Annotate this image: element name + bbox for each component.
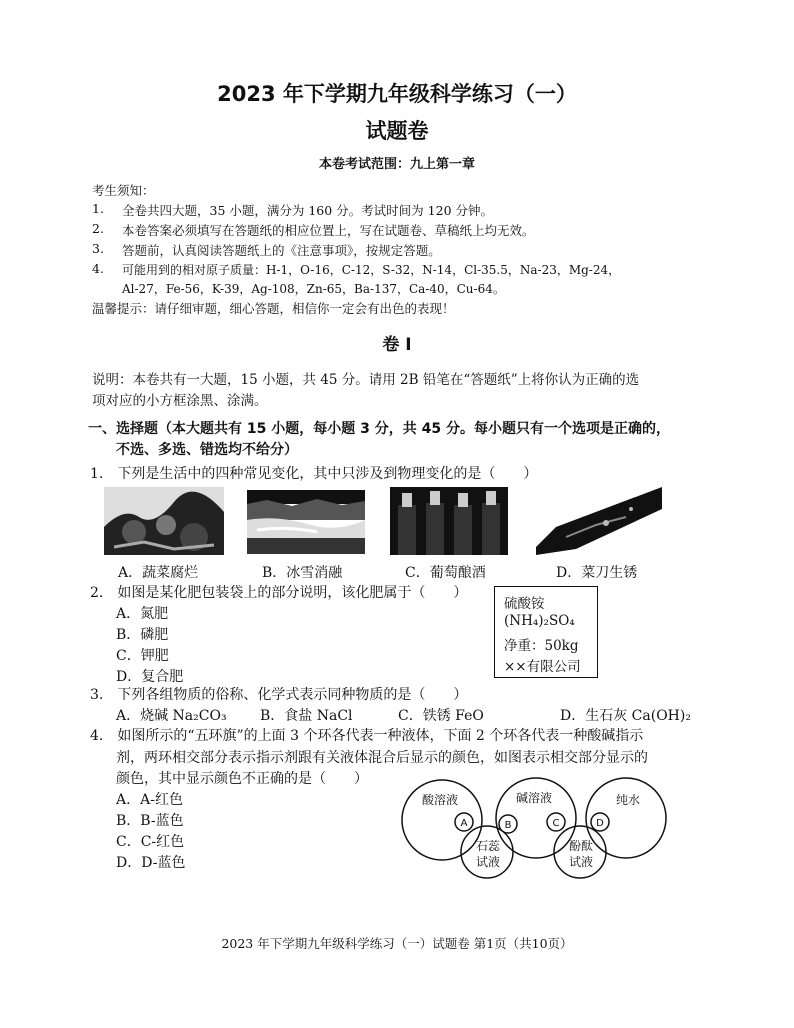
notice-heading: 考生须知： [92, 183, 155, 198]
notice-item-2-num: 2. [92, 221, 104, 236]
ring-acid [402, 780, 482, 860]
page-footer: 2023 年下学期九年级科学练习（一）试题卷 第1页（共10页） [221, 936, 573, 951]
q1-image-a [104, 487, 224, 555]
notice-item-4-num: 4. [92, 261, 104, 276]
q3-option-a: A．烧碱 Na₂CO₃ [116, 708, 227, 724]
fertilizer-weight: 净重：50kg [504, 638, 579, 654]
ring-label-water: 纯水 [616, 793, 641, 807]
vegetables-image [104, 487, 224, 555]
notice-item-4: 可能用到的相对原子质量：H-1，O-16，C-12，S-32，N-14，Cl-35.5，Na-23，Mg-24， [122, 263, 621, 277]
q2-option-a: A．氮肥 [116, 606, 169, 622]
section-heading-line1: 一、选择题（本大题共有 15 小题，每小题 3 分，共 45 分。每小题只有一个选项是正确的， [88, 421, 670, 437]
section-heading-line2: 不选、多选、错选均不给分） [116, 442, 298, 458]
q3-option-b: B．食盐 NaCl [260, 708, 353, 724]
question-4-stem-line3: 颜色，其中显示颜色不正确的是（ ） [116, 771, 368, 787]
question-4-stem-line2: 剂，两环相交部分表示指示剂跟有关液体混合后显示的颜色，如图表示相交部分显示的 [116, 750, 648, 766]
ring-label-litmus-1: 石蕊 [476, 839, 501, 853]
q1-option-d: D．菜刀生锈 [556, 565, 638, 581]
fertilizer-label-box [494, 586, 598, 678]
fertilizer-formula: (NH₄)₂SO₄ [504, 613, 575, 629]
notice-tip: 温馨提示：请仔细审题，细心答题，相信你一定会有出色的表现！ [92, 301, 455, 316]
fertilizer-name: 硫酸铵 [504, 596, 545, 612]
q1-image-d [536, 487, 662, 555]
q4-option-c: C．C-红色 [116, 834, 185, 850]
marker-a: A [460, 818, 468, 829]
q4-option-d: D．D-蓝色 [116, 855, 186, 871]
marker-d: D [596, 818, 604, 829]
notice-item-2: 本卷答案必须填写在答题纸的相应位置上，写在试题卷、草稿纸上均无效。 [122, 223, 535, 238]
notice-item-1-num: 1. [92, 201, 104, 216]
wine-bottles-image [390, 487, 508, 555]
q1-option-c: C．葡萄酿酒 [405, 565, 486, 581]
page-title: 2023 年下学期九年级科学练习（一） [217, 82, 577, 106]
question-2-stem: 2. 如图是某化肥包装袋上的部分说明，该化肥属于（ ） [90, 585, 468, 601]
exam-scope: 本卷考试范围：九上第一章 [318, 157, 475, 172]
ring-label-litmus-2: 试液 [476, 855, 501, 869]
marker-c: C [552, 818, 560, 829]
five-rings-diagram [400, 770, 680, 880]
melting-snow-image [247, 490, 365, 554]
q1-image-b [247, 490, 365, 554]
page-subtitle: 试题卷 [365, 119, 429, 143]
q1-image-c [390, 487, 508, 555]
notice-item-4-cont: Al-27，Fe-56，K-39，Ag-108，Zn-65，Ba-137，Ca-40，Cu-64。 [122, 282, 505, 296]
notice-item-3: 答题前，认真阅读答题纸上的《注意事项》，按规定答题。 [122, 243, 441, 258]
rusty-knife-image [536, 487, 662, 555]
fertilizer-company: ××有限公司 [504, 659, 581, 675]
q3-option-d: D．生石灰 Ca(OH)₂ [560, 708, 691, 724]
ring-label-phenol-2: 试液 [569, 855, 594, 869]
ring-label-acid: 酸溶液 [422, 793, 459, 807]
q1-option-b: B．冰雪消融 [262, 565, 343, 581]
notice-item-3-num: 3. [92, 241, 104, 256]
notice-item-1: 全卷共四大题，35 小题，满分为 160 分。考试时间为 120 分钟。 [122, 203, 493, 218]
ring-label-base: 碱溶液 [516, 791, 553, 805]
q3-option-c: C．铁锈 FeO [398, 708, 484, 724]
part1-desc-line2: 项对应的小方框涂黑、涂满。 [92, 393, 268, 409]
question-4-stem-line1: 4. 如图所示的“五环旗”的上面 3 个环各代表一种液体，下面 2 个环各代表一种酸碱指示 [90, 728, 644, 744]
q1-option-a: A．蔬菜腐烂 [118, 565, 199, 581]
marker-b: B [504, 820, 512, 831]
q2-option-d: D．复合肥 [116, 669, 184, 685]
q2-option-b: B．磷肥 [116, 627, 169, 643]
question-3-stem: 3. 下列各组物质的俗称、化学式表示同种物质的是（ ） [90, 687, 468, 703]
part1-title: 卷 Ⅰ [382, 335, 412, 355]
q2-option-c: C．钾肥 [116, 648, 169, 664]
q4-option-b: B．B-蓝色 [116, 813, 184, 829]
q4-option-a: A．A-红色 [116, 792, 183, 808]
question-1-stem: 1. 下列是生活中的四种常见变化，其中只涉及到物理变化的是（ ） [90, 466, 538, 482]
ring-label-phenol-1: 酚酞 [569, 839, 594, 853]
part1-desc-line1: 说明：本卷共有一大题，15 小题，共 45 分。请用 2B 铅笔在“答题纸”上将你认为正确的选 [92, 372, 640, 388]
